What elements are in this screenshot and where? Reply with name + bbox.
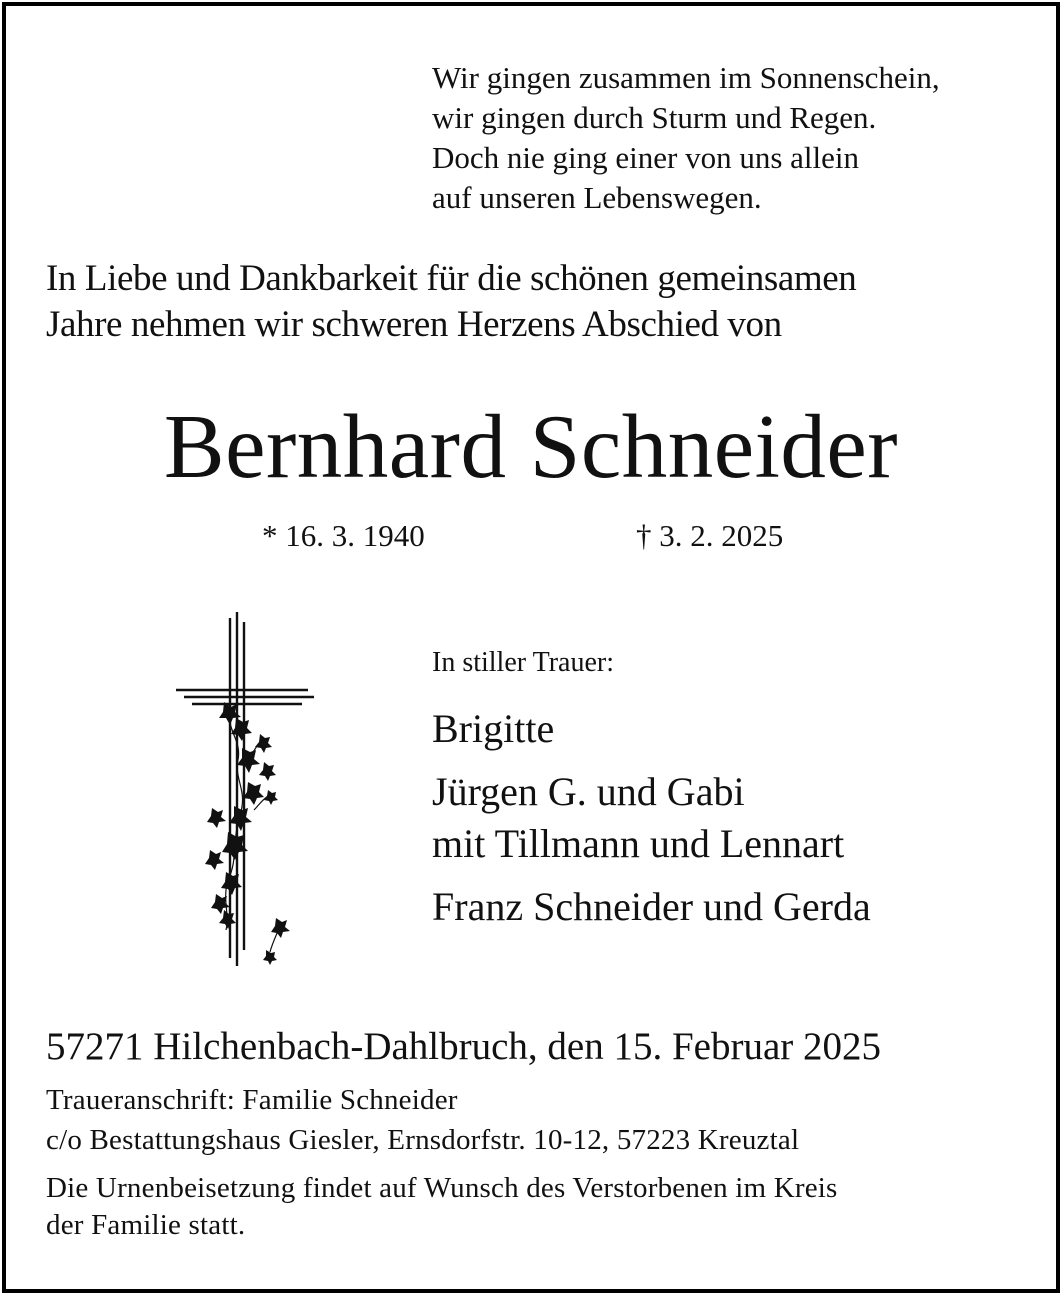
mourning-address-line: Traueranschrift: Familie Schneider bbox=[46, 1084, 458, 1116]
intro-line: In Liebe und Dankbarkeit für die schönen gemeinsamen bbox=[46, 258, 857, 299]
intro-text bbox=[46, 256, 856, 348]
ivy-leaf-icon bbox=[207, 808, 226, 828]
ivy-leaf-icon bbox=[263, 950, 277, 965]
poem bbox=[432, 58, 940, 218]
poem-line: Doch nie ging einer von uns allein bbox=[432, 140, 860, 175]
cross-with-ivy-icon bbox=[168, 610, 328, 975]
death-date: † 3. 2. 2025 bbox=[636, 518, 784, 553]
ivy-leaf-icon bbox=[231, 718, 252, 741]
mourning-label: In stiller Trauer: bbox=[432, 647, 614, 678]
mourning-address-line: c/o Bestattungshaus Giesler, Ernsdorfstr. 10-12, 57223 Kreuztal bbox=[46, 1124, 800, 1156]
poem-line: auf unseren Lebenswegen. bbox=[432, 180, 762, 215]
mourner-name: mit Tillmann und Lennart bbox=[432, 821, 845, 866]
burial-note-line: der Familie statt. bbox=[46, 1209, 246, 1241]
poem-line: wir gingen durch Sturm und Regen. bbox=[432, 100, 877, 135]
ivy-leaf-icon bbox=[255, 734, 272, 753]
intro-line: Jahre nehmen wir schweren Herzens Abschied von bbox=[46, 304, 782, 345]
mourner-name: Jürgen G. und Gabi bbox=[432, 769, 745, 814]
ivy-leaf-icon bbox=[221, 872, 242, 895]
ivy-leaf-icon bbox=[229, 806, 252, 831]
poem-line: Wir gingen zusammen im Sonnenschein, bbox=[432, 60, 940, 95]
birth-date: * 16. 3. 1940 bbox=[262, 518, 425, 553]
place-and-date: 57271 Hilchenbach-Dahlbruch, den 15. Februar 2025 bbox=[46, 1025, 882, 1068]
deceased-name: Bernhard Schneider bbox=[163, 396, 899, 497]
mourner-name: Franz Schneider und Gerda bbox=[432, 884, 871, 929]
burial-note-line: Die Urnenbeisetzung findet auf Wunsch des Verstorbenen im Kreis bbox=[46, 1172, 838, 1204]
ivy-leaf-icon bbox=[205, 850, 224, 870]
ivy-leaf-icon bbox=[271, 918, 290, 938]
mourner-name: Brigitte bbox=[432, 706, 555, 751]
ivy-leaf-icon bbox=[259, 762, 276, 781]
